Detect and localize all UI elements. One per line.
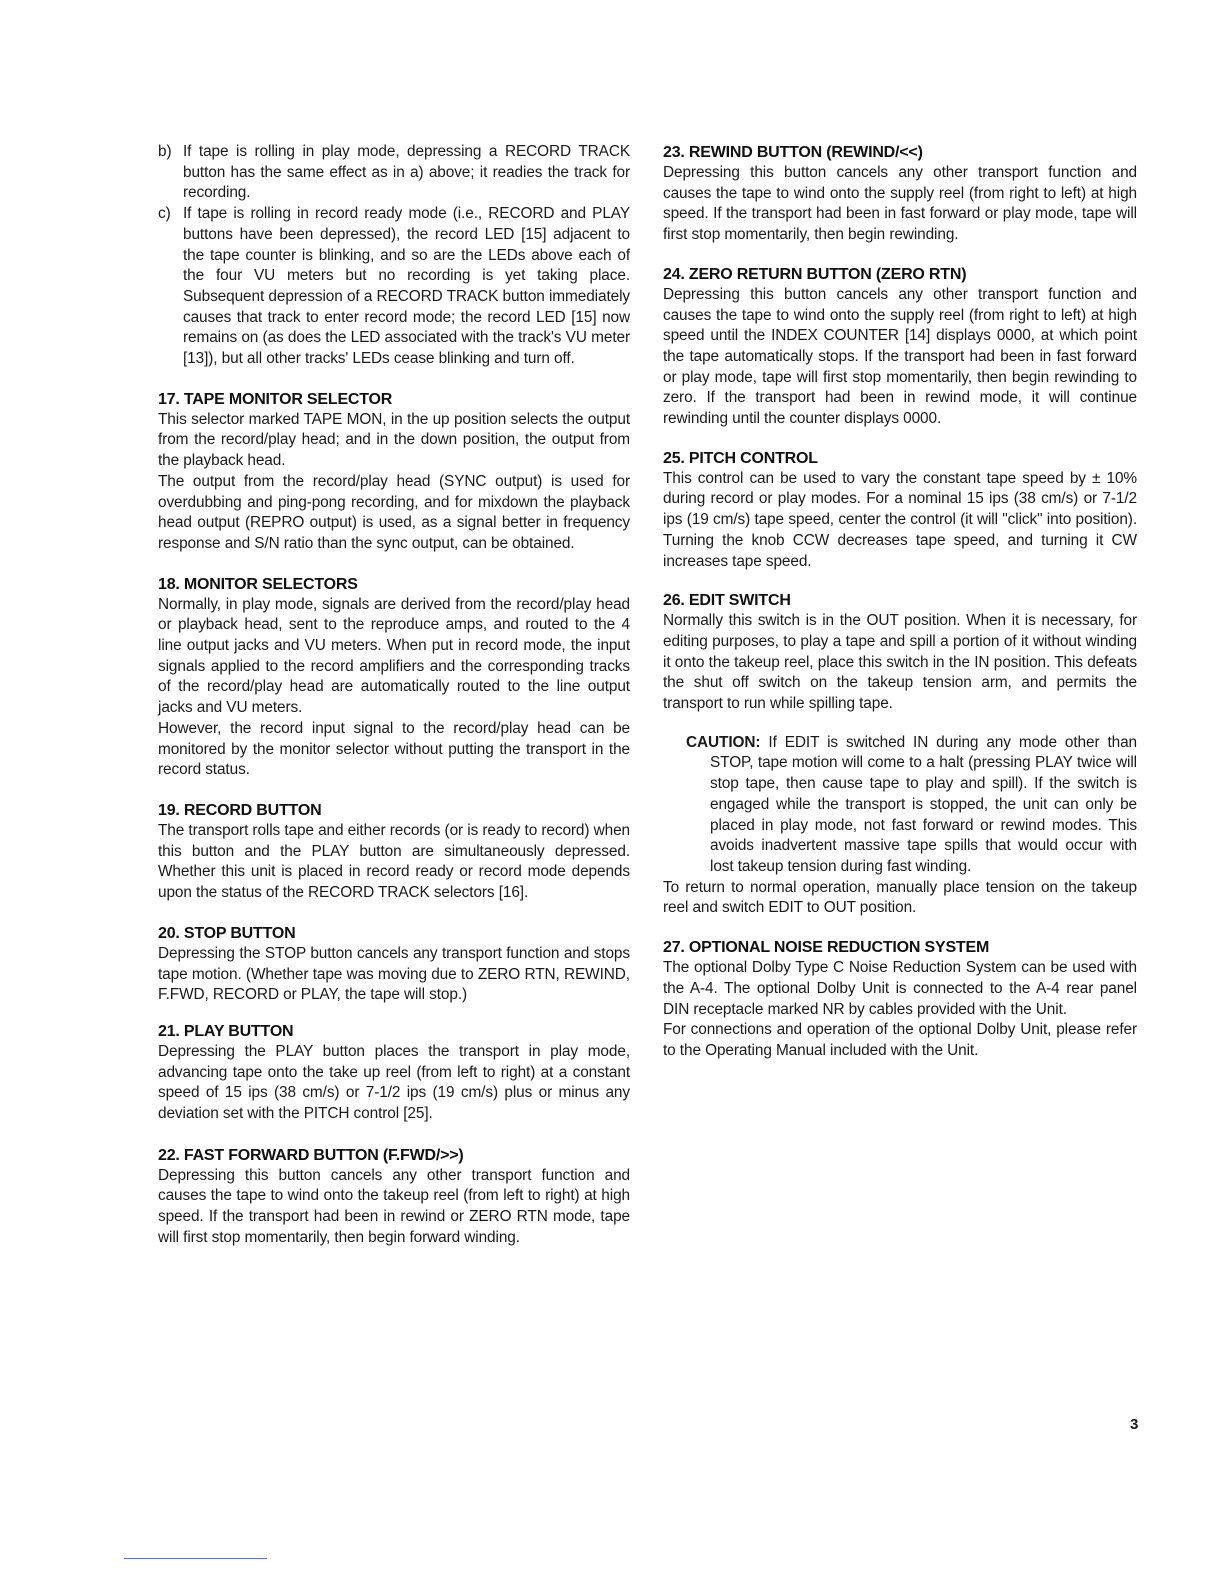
section-heading-21: 21. PLAY BUTTON	[158, 1022, 294, 1040]
list-marker: b)	[158, 143, 172, 160]
section-heading-17: 17. TAPE MONITOR SELECTOR	[158, 390, 393, 408]
section-heading-23: 23. REWIND BUTTON (REWIND/<<)	[663, 144, 923, 161]
section-heading-24: 24. ZERO RETURN BUTTON (ZERO RTN)	[663, 265, 967, 283]
caution-label: CAUTION:	[686, 733, 761, 751]
list-item-b	[158, 142, 630, 204]
section-26-paragraph-1: Normally this switch is in the OUT position. When it is necessary, for editing purposes, to play a tape and spill a portion of it without winding it onto the takeup reel, place this switch in the IN position. This defeats the shut off switch on the takeup tension arm, and permits the transport to run while spilling tape.	[663, 612, 1137, 713]
section-heading-22: 22. FAST FORWARD BUTTON (F.FWD/>>)	[158, 1146, 464, 1164]
section-20-paragraph-1: Depressing the STOP button cancels any transport function and stops tape motion. (Whether tape was moving due to ZERO RTN, REWIND, F.FWD, RECORD or PLAY, the tape will stop.)	[158, 944, 630, 1004]
section-25-paragraph-1: This control can be used to vary the constant tape speed by ± 10% during record or play modes. For a nominal 15 ips (38 cm/s) or 7-1/2 ips (19 cm/s) tape speed, center the control (it will "click" into position). Turning the knob CCW decreases tape speed, and turning it CW increases tape speed.	[663, 469, 1137, 570]
list-item-text: If tape is rolling in record ready mode (i.e., RECORD and PLAY buttons have been depressed), the record LED [15] adjacent to the tape counter is blinking, and so are the LEDs above each of the four VU meters but no recording is yet taking place. Subsequent depression of a RECORD TRACK button immediately causes that track to enter record mode; the record LED [15] now remains on (as does the LED associated with the track's VU meter [13]), but all other tracks' LEDs cease blinking and turn off.	[183, 205, 630, 368]
section-24-paragraph-1: Depressing this button cancels any other transport function and causes the tape to wind onto the supply reel (from right to left) at high speed until the INDEX COUNTER [14] displays 0000, at which point the tape automatically stops. If the transport had been in fast forward or play mode, tape will first stop momentarily, then begin rewinding to zero. If the transport had been in rewind mode, it will continue rewinding until the counter displays 0000.	[663, 285, 1137, 428]
bottom-divider	[124, 1558, 267, 1559]
page-number: 3	[1130, 1416, 1139, 1433]
list-item-c	[158, 204, 630, 370]
caution-body	[686, 733, 1137, 878]
section-heading-20: 20. STOP BUTTON	[158, 924, 296, 942]
section-27-paragraph-2: For connections and operation of the optional Dolby Unit, please refer to the Operating Manual included with the Unit.	[663, 1021, 1137, 1059]
caution-note	[663, 733, 1137, 878]
section-19-paragraph-1: The transport rolls tape and either records (or is ready to record) when this button and the PLAY button are simultaneously depressed. Whether this unit is placed in record ready or record mode depends upon the status of the RECORD TRACK selectors [16].	[158, 821, 630, 902]
section-26-paragraph-2: To return to normal operation, manually place tension on the takeup reel and switch EDIT to OUT position.	[663, 878, 1137, 917]
section-heading-27: 27. OPTIONAL NOISE REDUCTION SYSTEM	[663, 939, 990, 957]
section-22-paragraph-1: Depressing this button cancels any other transport function and causes the tape to wind onto the takeup reel (from left to right) at high speed. If the transport had been in rewind or ZERO RTN mode, tape will first stop momentarily, then begin forward winding.	[158, 1166, 630, 1246]
section-heading-25: 25. PITCH CONTROL	[663, 449, 818, 467]
section-heading-18: 18. MONITOR SELECTORS	[158, 575, 358, 593]
left-column	[158, 142, 630, 1249]
section-heading-26: 26. EDIT SWITCH	[663, 592, 791, 610]
section-18-paragraph-1: Normally, in play mode, signals are derived from the record/play head or playback head, sent to the reproduce amps, and routed to the 4 line output jacks and VU meters. When put in record mode, the input signals applied to the record amplifiers and the corresponding tracks of the record/play head are automatically routed to the line output jacks and VU meters.	[158, 595, 630, 717]
section-18-paragraph-2: However, the record input signal to the record/play head can be monitored by the monitor selector without putting the transport in the record status.	[158, 719, 630, 779]
section-17-paragraph-1: This selector marked TAPE MON, in the up position selects the output from the record/play head; and in the down position, the output from the playback head.	[158, 410, 630, 470]
right-column	[663, 142, 1137, 1062]
section-27-paragraph-1: The optional Dolby Type C Noise Reduction System can be used with the A-4. The optional Dolby Unit is connected to the A-4 rear panel DIN receptacle marked NR by cables provided with the Unit.	[663, 959, 1137, 1018]
list-marker: c)	[158, 205, 171, 223]
list-item-text: If tape is rolling in play mode, depressing a RECORD TRACK button has the same effect as in a) above; it readies the track for recording.	[183, 143, 630, 202]
caution-text: If EDIT is switched IN during any mode other than STOP, tape motion will come to a halt (pressing PLAY twice will stop tape, then cause tape to play and spill). If the switch is engaged while the transport is stopped, the unit can only be placed in play mode, not fast forward or rewind modes. This avoids inadvertent massive tape spills that would occur with lost takeup tension during fast winding.	[710, 733, 1137, 875]
section-17-paragraph-2: The output from the record/play head (SYNC output) is used for overdubbing and ping-pong recording, and for mixdown the playback head output (REPRO output) is used, as a signal better in frequency response and S/N ratio than the sync output, can be obtained.	[158, 472, 630, 552]
section-21-paragraph-1: Depressing the PLAY button places the transport in play mode, advancing tape onto the take up reel (from left to right) at a constant speed of 15 ips (38 cm/s) or 7-1/2 ips (19 cm/s) plus or minus any deviation set with the PITCH control [25].	[158, 1042, 630, 1123]
section-heading-19: 19. RECORD BUTTON	[158, 801, 322, 819]
section-23-paragraph-1: Depressing this button cancels any other transport function and causes the tape to wind onto the supply reel (from right to left) at high speed. If the transport had been in fast forward or play mode, tape will first stop momentarily, then begin rewinding.	[663, 164, 1137, 244]
